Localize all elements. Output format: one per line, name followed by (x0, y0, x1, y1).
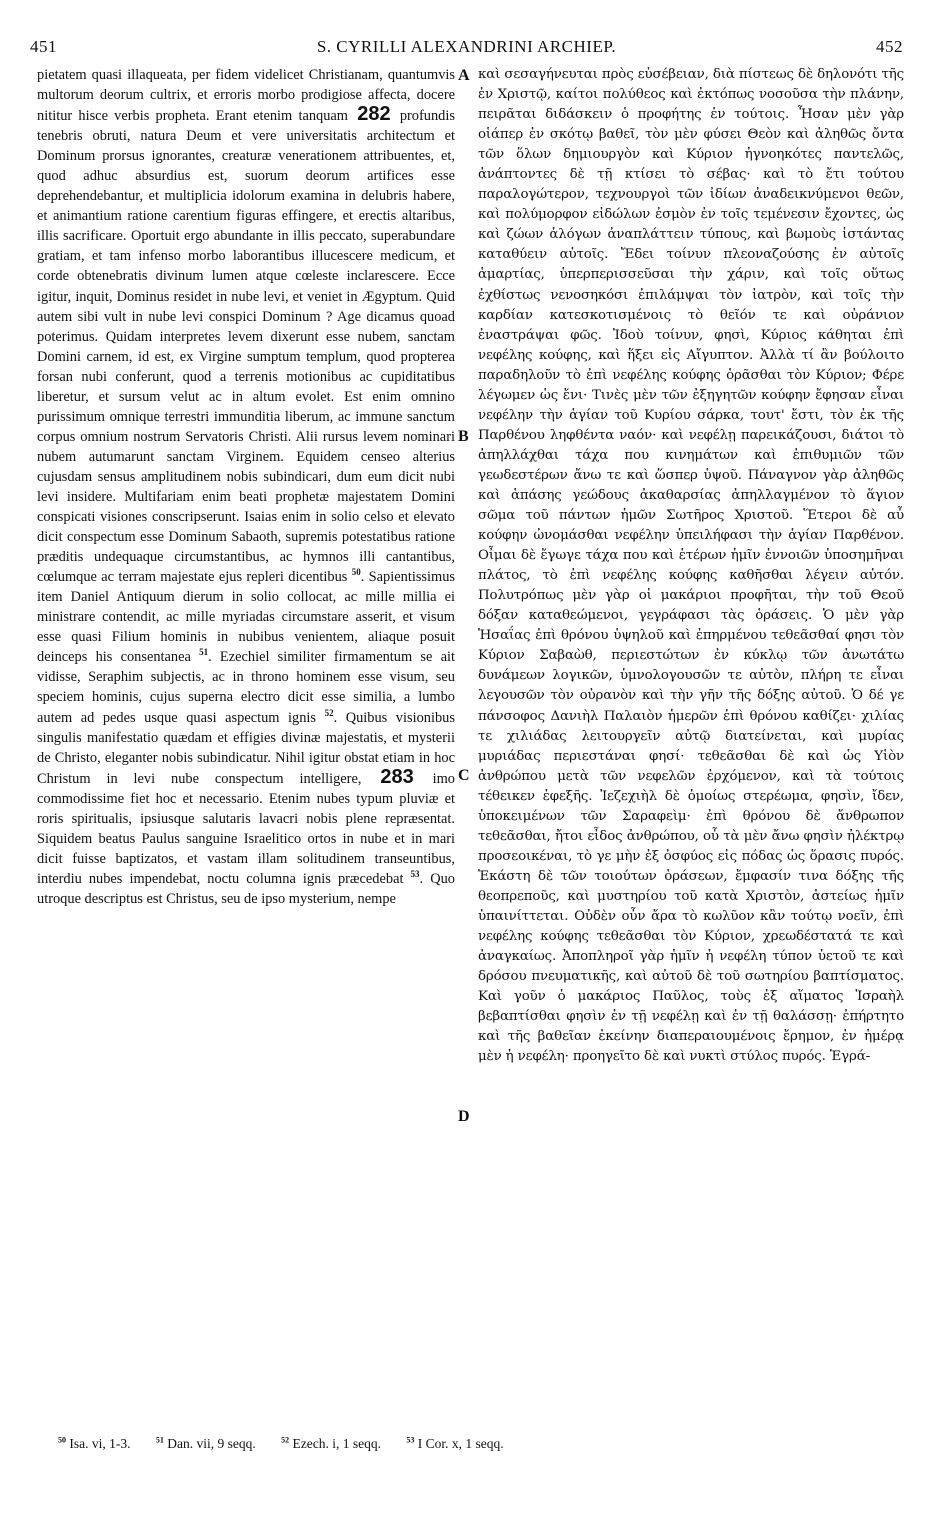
section-marker-b: B (458, 428, 469, 445)
footnote-ref-51: 51 (199, 647, 209, 658)
latin-text-part-2: profundis tenebris obruti, natura Deum et vere universitatis architectum et Dominum prorsus ignorantes, creaturæ venerationem attribuentes, et, quod adhuc absurdius est, suorum deorum artifices esse deprehendebantur, et multiplicia idolorum examina in delubris habere, et animantium ratione carentium figuras effingere, et erectis altaribus, illis sacrificare. Oportuit ergo abundante in illis peccato, superabundare gratiam, et tam infenso morbo laborantibus illucescere medicum, et corde obtenebratis divinum lumen atque cœleste inclarescere. Ecce igitur, inquit, Dominus residet in nube levi, et veniet in Ægyptum. Quid autem sibi vult in nube levi conspici Dominum ? Age dicamus quoad poterimus. Quidam interpretes levem dixerunt esse nubem, sanctam Domini carnem, id est, ex Virgine sumptum templum, quod propterea forsan nubi conferunt, quod a terrenis motionibus ac cupiditatibus liberetur, et sursum velut ac in altum evolet. Est enim omnino purissimum omnique terrestri immunditia liberum, ac immune sanctum corpus omnium nostrum Servatoris Christi. Alii rursus levem nominari nubem autumarunt sanctam Virginem. Equidem censeo alterius cujusdam sensus amplitudinem nobis subindicari, dum eum dicit nubi levi insidere. Multifariam enim beati prophetæ majestatem Domini conspicati visiones conscripserunt. Isaias enim in solio celso et elevato dicit conspectum esse Dominum Sabaoth, supremis potestatibus ratione præditis undequaque circumstantibus, ac hymnos illi cantantibus, cœlumque ac terram majestate ejus repleri dicentibus (37, 108, 455, 586)
column-number-283: 283 (380, 765, 414, 788)
section-marker-a: A (458, 67, 470, 84)
footnote-51 (156, 1435, 256, 1453)
latin-text (37, 65, 455, 909)
latin-text-part-5: . Quibus visionibus singulis manifestatio quædam et effigies divinæ majestatis, et mysterii de Christo, eleganter nobis subindicatur. Nihil igitur obstat etiam in hoc Christum in levi nube conspectum intelligere, (37, 709, 455, 787)
latin-text-part-7: . Quo utroque descriptus est Christus, seu de ipso mysterium, nempe (37, 870, 455, 907)
running-title: S. CYRILLI ALEXANDRINI ARCHIEP. (316, 37, 617, 56)
page-number-right: 452 (876, 37, 903, 56)
footnote-ref-53: 53 (410, 869, 420, 880)
footnote-53 (406, 1435, 503, 1453)
footnote-ref-52: 52 (324, 707, 334, 718)
footnote-number: 50 (58, 1435, 66, 1445)
footnote-number: 51 (155, 1435, 164, 1445)
footnote-text: I Cor. x, 1 seqq. (417, 1436, 504, 1451)
latin-text-part-3: . Sapientissimus item Daniel Antiquum dierum in solio collocat, ac mille millia ei ministrare contendit, ac mille myriadas circumstare asserit, et visum esse quasi Filium hominis in nubibus venientem, aliaque posuit deinceps his consentanea (37, 569, 456, 666)
footnote-number: 53 (406, 1435, 415, 1445)
footnote-number: 52 (281, 1435, 290, 1445)
footnote-52 (281, 1435, 381, 1453)
section-marker-c: C (458, 767, 470, 784)
greek-text: καὶ σεσαγήνευται πρὸς εὐσέβειαν, διὰ πίστεως δὲ δηλονότι τῆς ἐν Χριστῷ, καίτοι πολύθεος καὶ ἐκτόπως νοσοῦσα τὴν πλάνην, πειρᾶται διδάσκειν ὁ προφήτης ἐν τούτοις. Ἦσαν μὲν γὰρ οἱάπερ ἐν σκότῳ βαθεῖ, τὸν μὲν φύσει Θεὸν καὶ ἀληθῶς ὄντα τῶν ὅλων δημιουργὸν καὶ Κύριον ἠγνοηκότες παντελῶς, ἀνάπτοντες δὲ τῇ κτίσει τὸ σέβας· καὶ τὸ ἔτι τούτου παραλογώτερον, τεχνουργοὶ τῶν ἰδίων ἀναδεικνύμενοι θεῶν, καὶ πολύμορφον εἰδώλων ἐσμὸν ἐν τοῖς τεμένεσιν ἔχοντες, ὡς καὶ ζώων ἀλόγων ἀναπλάττειν τύπους, καὶ βωμοὺς ἱστάντας καταθύειν αὐτοῖς. Ἔδει τοίνυν πλεοναζούσης ἐν αὐτοῖς ἁμαρτίας, ὑπερπερισσεῦσαι τὴν χάριν, καὶ τοῖς οὕτως ἐχθίστως νενοσηκόσι ἐπιλάμψαι τὸν ἰατρὸν, καὶ τοῖς τὴν καρδίαν κατεσκοτισμένοις τὸ θεῖόν τε καὶ οὐράνιον ἐναστράψαι φῶς. Ἰδοὺ τοίνυν, φησὶ, Κύριος κάθηται ἐπὶ νεφέλης κούφης, καὶ ἥξει εἰς Αἴγυπτον. Ἀλλὰ τί ἂν βούλοιτο παραδηλοῦν τὸ ἐπὶ νεφέλης κούφης ὁρᾶσθαι τὸν Κύριον; Φέρε λέγωμεν ὡς ἔνι· Τινὲς μὲν τῶν ἐξηγητῶν κούφην ἔφησαν εἶναι νεφέλην τὴν ἁγίαν τοῦ Κυρίου σάρκα, τουτ' ἔστι, τὸν ἐκ τῆς Παρθένου ληφθέντα ναόν· καὶ νεφέλῃ παρεικάζουσι, διάτοι τὸ ἀπηλλάχθαι τάχα που κινημάτων καὶ ἐπιθυμιῶν τῶν γεωδεστέρων ἄνω τε καὶ ὥσπερ ὑψοῦ. Πάναγνον γὰρ ἀληθῶς καὶ ἁπάσης γεώδους ἀκαθαρσίας ἀπηλλαγμένον τὸ ἅγιον σῶμα τοῦ πάντων ἡμῶν Σωτῆρος Χριστοῦ. Ἕτεροι δὲ αὖ κούφην ὠνομάσθαι νεφέλην ὑπειλήφασι τὴν ἁγίαν Παρθένον. Οἶμαι δὲ ἔγωγε τάχα που καὶ ἑτέρων ἡμῖν ἐννοιῶν ὑποσημῆναι πλάτος, τὸ ἐπὶ νεφέλης κούφης καθῆσθαι λέγειν αὐτόν. Πολυτρόπως μὲν γὰρ οἱ μακάριοι προφῆται, τὴν τοῦ Θεοῦ δόξαν καταθεώμενοι, γεγράφασι τὰς ὁράσεις. Ὁ μὲν γὰρ Ἡσαΐας ἐπὶ θρόνου ὑψηλοῦ καὶ ἐπηρμένου τεθεᾶσθαί φησι τὸν Κύριον Σαβαὼθ, περιεστώτων ἐν κύκλῳ τῶν ἀνωτάτω δυνάμεων λογικῶν, ὑμνολογουσῶν τε αὐτὸν, πλήρη τε εἶναι λεγουσῶν τὸν οὐρανὸν καὶ τὴν γῆν τῆς δόξης αὐτοῦ. Ὁ δέ γε πάνσοφος Δανιὴλ Παλαιὸν ἡμερῶν ἐπὶ θρόνου καθίζει· χιλίας τε χιλιάδας λειτουργεῖν αὐτῷ διατείνεται, καὶ μυρίας μυριάδας περιεστάναι φησί· τεθεᾶσθαι δὲ καὶ ὡς Υἱὸν ἀνθρώπου μετὰ τῶν νεφελῶν ἐρχόμενον, καὶ τὰ τούτοις τέθεικεν ἐφεξῆς. Ἰεζεχιὴλ δὲ ὁμοίως στερέωμα, φησὶν, ἴδεν, ὑποκειμένων τῶν Σαραφεὶμ· ἐπὶ θρόνου δὲ ἄνθρωπον τεθεᾶσθαι, ἤτοι εἶδος ἀνθρώπου, οὗ τὰ μὲν ἄνω φησὶν ἠλέκτρῳ προσεοικέναι, τὸ γε μὴν ἐξ ὀσφύος εἰς πόδας ὡς ὅρασις πυρός. Ἑκάστη δὲ τῶν τοιούτων ὁράσεων, ἔμφασίν τινα δόξης τῆς θεοπρεποῦς, καὶ μυστηρίου τοῦ κατὰ Χριστὸν, ἀστείως ἡμῖν ὑπαινίττεται. Οὐδὲν οὖν ἄρα τὸ κωλῦον κἂν τούτῳ νοεῖν, ἐπὶ νεφέλης κούφης τεθεᾶσθαι τὸν Κύριον, χρεωδέστατά τε καὶ ἀναγκαίως. Ἀποπληροῖ γὰρ ἡμῖν ἡ νεφέλη τύπον ὑετοῦ τε καὶ δρόσου πνευματικῆς, καὶ αὐτοῦ δὲ τοῦ σωτηρίου βαπτίσματος. Καὶ γοῦν ὁ μακάριος Παῦλος, τοὺς ἐξ αἵματος Ἰσραὴλ βεβαπτίσθαι φησὶν ἐν τῇ νεφέλῃ καὶ ἐν τῇ θαλάσσῃ· ἐπήρτητο καὶ τῆς βαθεῖαν ἐκείνην διαπεραιουμένοις ἔρημον, ἐν ἡμέρᾳ μὲν ἡ νεφέλη· προηγεῖτο δὲ καὶ νυκτὶ στύλος πυρός. Ἐγρά- (478, 67, 904, 1065)
page-number-left: 451 (30, 37, 57, 56)
latin-text-part-1: pietatem quasi illaqueata, per fidem videlicet Christianam, quantumvis multorum deorum cultrix, et erroris morbo prodigiose affecta, docere nititur hisce verbis propheta. Erant etenim tanquam (37, 67, 455, 125)
footnote-50 (58, 1435, 131, 1453)
latin-text-part-6: imo commodissime fiet hoc et necessario. Etenim nubes typum pluviæ et roris spiritualis, ipsiusque salutaris lavacri nobis plene repræsentat. Siquidem beatus Paulus sanguine Israelitico ortos in nube et in mari dicit fuisse baptizatos, et vastam illam solitudinem transeuntibus, interdiu nubes impendebat, noctu columna ignis præcedebat (37, 770, 455, 887)
latin-column (37, 65, 455, 909)
page-header (30, 36, 903, 58)
footnotes (58, 1435, 858, 1453)
footnote-text: Isa. vi, 1-3. (69, 1436, 131, 1451)
latin-text-part-4: . Ezechiel similiter firmamentum se ait vidisse, Seraphim subjectis, ac in throno hominem esse visum, seu speciem hominis, cujus superna electro dicit esse similia, a lumbo autem ad pedes usque quasi aspectum ignis (37, 649, 455, 726)
footnote-ref-50: 50 (351, 567, 361, 578)
section-marker-d: D (458, 1108, 470, 1125)
footnote-text: Dan. vii, 9 seqq. (167, 1436, 256, 1451)
footnote-text: Ezech. i, 1 seqq. (292, 1436, 381, 1451)
greek-column (478, 65, 904, 1067)
column-number-282: 282 (357, 103, 391, 126)
